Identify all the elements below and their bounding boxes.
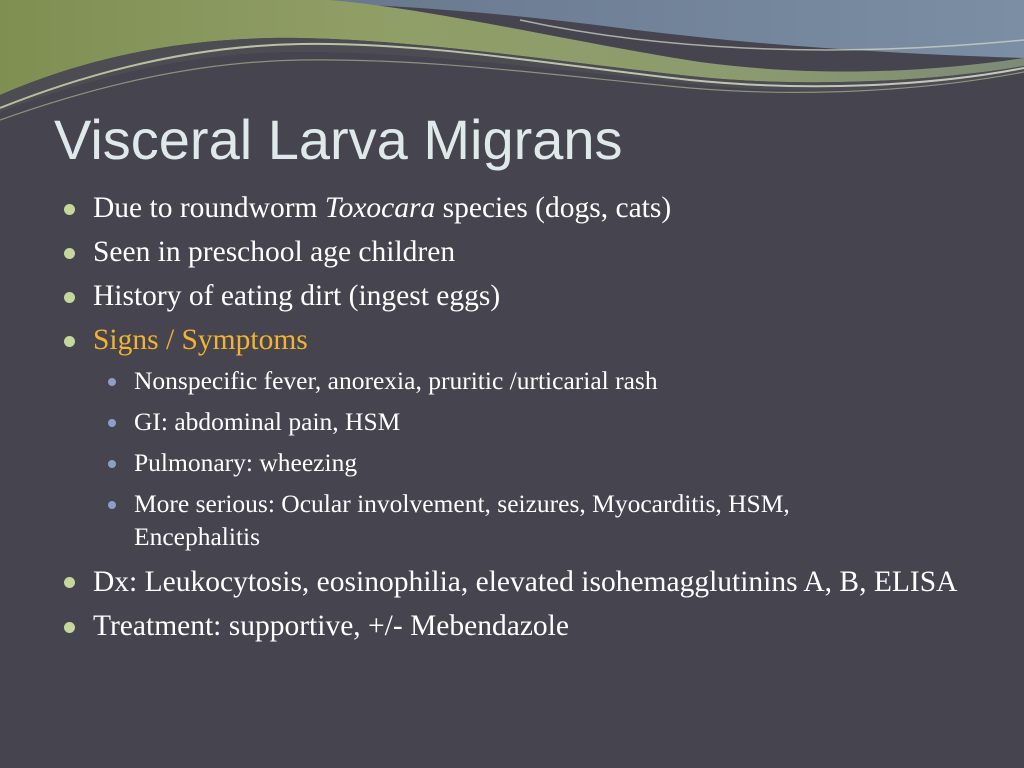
bullet-item-heading <box>62 323 982 358</box>
bullet-dot-icon <box>64 577 75 588</box>
bullet-item <box>62 191 982 226</box>
bullet-text: Seen in preschool age children <box>93 236 456 268</box>
sub-bullet-item <box>62 364 982 398</box>
bullet-dot-icon <box>64 336 75 347</box>
bullet-list <box>62 191 982 653</box>
sub-bullet-text: GI: abdominal pain, HSM <box>134 407 401 436</box>
bullet-item <box>62 279 982 314</box>
bullet-text: Treatment: supportive, +/- Mebendazole <box>93 610 569 642</box>
slide-title: Visceral Larva Migrans <box>54 108 623 171</box>
bullet-item <box>62 609 982 644</box>
bullet-dot-icon <box>64 622 75 633</box>
sub-bullet-dot-icon <box>108 378 116 386</box>
bullet-item <box>62 564 982 600</box>
bullet-item <box>62 235 982 270</box>
sub-bullet-text: Pulmonary: wheezing <box>134 448 358 477</box>
sub-bullet-text: Nonspecific fever, anorexia, pruritic /urticarial rash <box>134 366 658 395</box>
sub-bullet-dot-icon <box>108 460 116 468</box>
bullet-dot-icon <box>64 292 75 303</box>
sub-bullet-item <box>62 446 982 480</box>
bullet-dot-icon <box>64 248 75 259</box>
sub-bullet-item <box>62 405 982 439</box>
sub-bullet-item <box>62 487 982 553</box>
bullet-text: Signs / Symptoms <box>93 324 308 356</box>
sub-bullet-dot-icon <box>108 419 116 427</box>
bullet-text-pre: Due to roundworm <box>93 192 325 224</box>
bullet-dot-icon <box>64 204 75 215</box>
bullet-text-post: species (dogs, cats) <box>435 192 672 224</box>
bullet-text-italic: Toxocara <box>324 192 436 224</box>
bullet-text: Dx: Leukocytosis, eosinophilia, elevated isohemagglutinins A, B, ELISA <box>93 566 958 598</box>
sub-bullet-dot-icon <box>108 501 116 509</box>
sub-bullet-text: More serious: Ocular involvement, seizures, Myocarditis, HSM, Encephalitis <box>134 489 790 551</box>
bullet-text: History of eating dirt (ingest eggs) <box>93 280 501 312</box>
